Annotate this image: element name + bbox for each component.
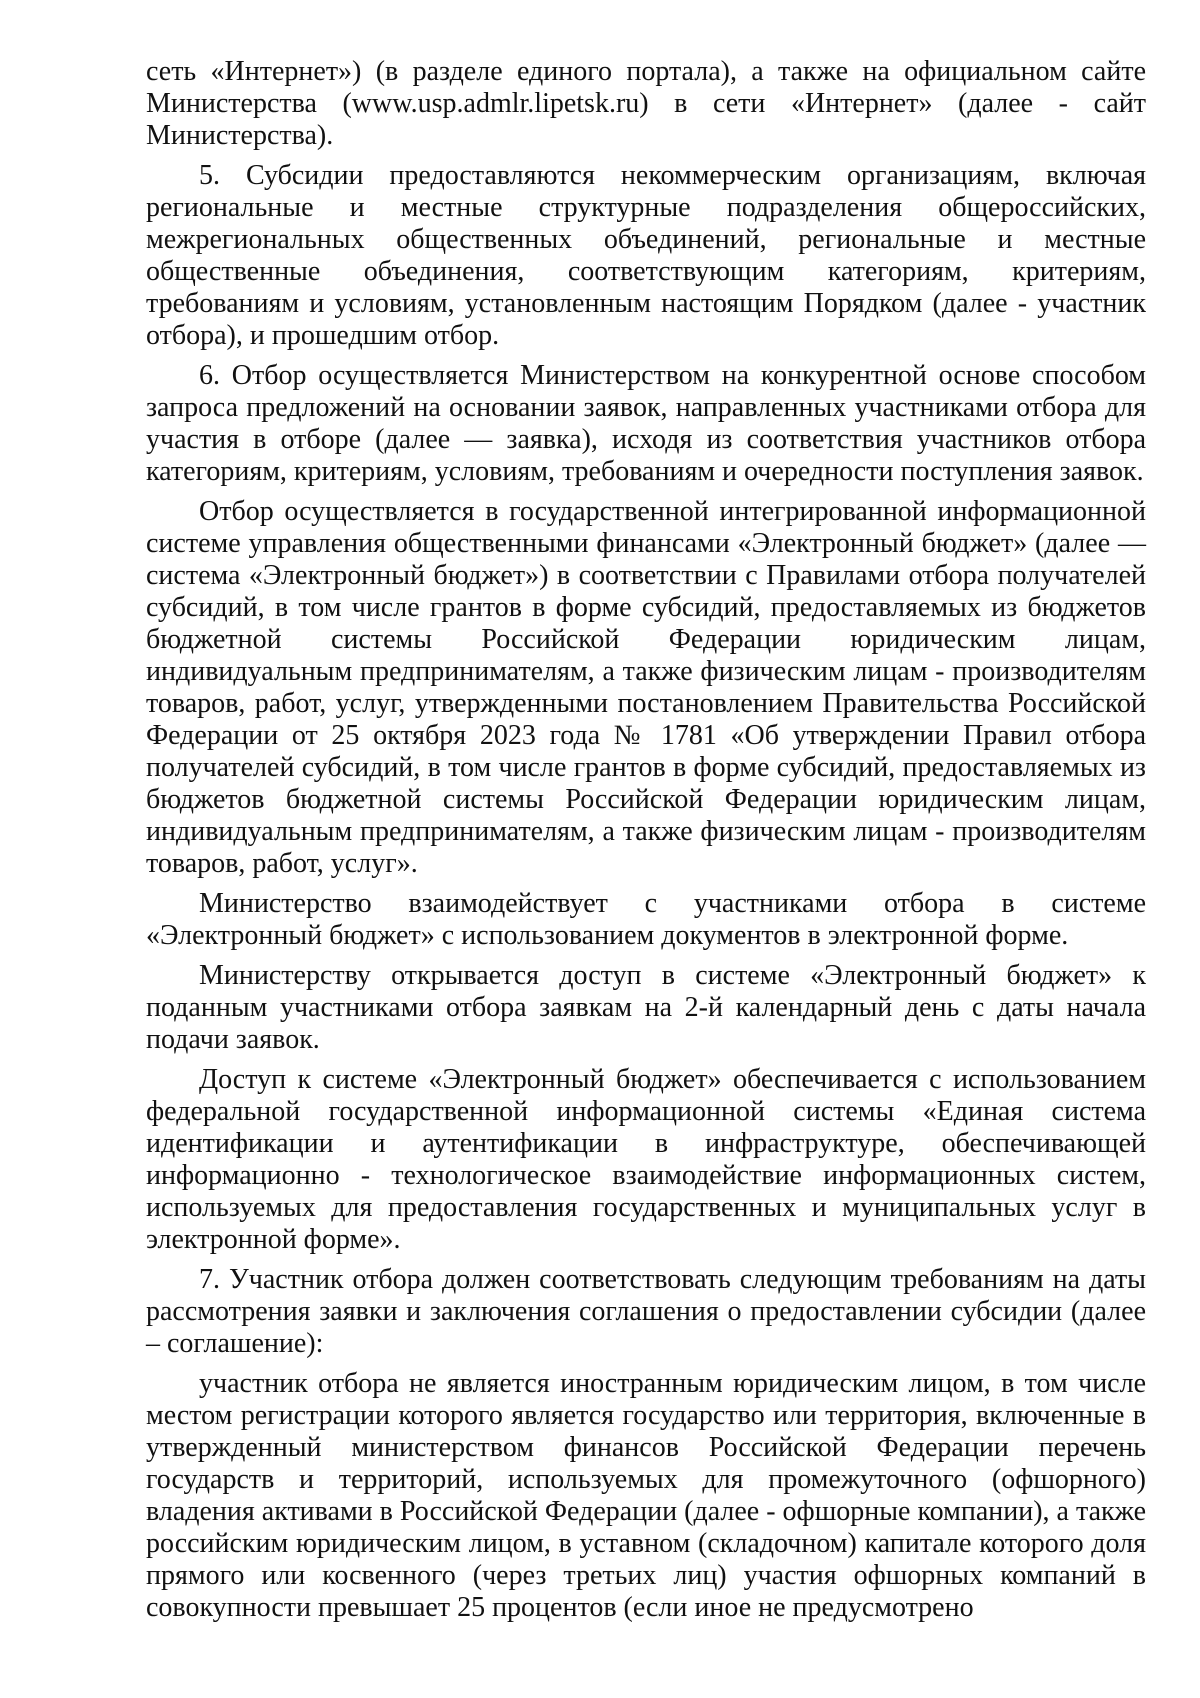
paragraph-item-6-selection: 6. Отбор осуществляется Министерством на конкурентной основе способом запроса предложений на основании заявок, направленных участниками отбора для участия в отборе (далее — заявка), исходя из соответствия участников отбора категориям, критериям, условиям, требованиям и очередности поступления заявок. [146, 360, 1146, 487]
paragraph-offshore-requirement: участник отбора не является иностранным юридическим лицом, в том числе местом регистрации которого является государство или территория, включенные в утвержденный министерством финансов Российской Федерации перечень государств и территорий, используемых для промежуточного (офшорного) владения активами в Российской Федерации (далее - офшорные компании), а также российским юридическим лицом, в уставном (складочном) капитале которого доля прямого или косвенного (через третьих лиц) участия офшорных компаний в совокупности превышает 25 процентов (если иное не предусмотрено [146, 1368, 1146, 1623]
paragraph-ministry-interaction: Министерство взаимодействует с участниками отбора в системе «Электронный бюджет» с использованием документов в электронной форме. [146, 888, 1146, 951]
paragraph-item-7-requirements: 7. Участник отбора должен соответствовать следующим требованиям на даты рассмотрения заявки и заключения соглашения о предоставлении субсидии (далее – соглашение): [146, 1264, 1146, 1359]
paragraph-electronic-budget-system: Отбор осуществляется в государственной интегрированной информационной системе управления общественными финансами «Электронный бюджет» (далее — система «Электронный бюджет») в соответствии с Правилами отбора получателей субсидий, в том числе грантов в форме субсидий, предоставляемых из бюджетов бюджетной системы Российской Федерации юридическим лицам, индивидуальным предпринимателям, а также физическим лицам - производителям товаров, работ, услуг, утвержденными постановлением Правительства Российской Федерации от 25 октября 2023 года № 1781 «Об утверждении Правил отбора получателей субсидий, в том числе грантов в форме субсидий, предоставляемых из бюджетов бюджетной системы Российской Федерации юридическим лицам, индивидуальным предпринимателям, а также физическим лицам - производителям товаров, работ, услуг». [146, 496, 1146, 879]
paragraph-item-5-subsidies: 5. Субсидии предоставляются некоммерческим организациям, включая региональные и местные структурные подразделения общероссийских, межрегиональных общественных объединений, региональные и местные общественные объединения, соответствующим категориям, критериям, требованиям и условиям, установленным настоящим Порядком (далее - участник отбора), и прошедшим отбор. [146, 160, 1146, 351]
paragraph-continuation-internet: сеть «Интернет») (в разделе единого портала), а также на официальном сайте Министерства (www.usp.admlr.lipetsk.ru) в сети «Интернет» (далее - сайт Министерства). [146, 56, 1146, 151]
paragraph-system-access: Доступ к системе «Электронный бюджет» обеспечивается с использованием федеральной государственной информационной системы «Единая система идентификации и аутентификации в инфраструктуре, обеспечивающей информационно - технологическое взаимодействие информационных систем, используемых для предоставления государственных и муниципальных услуг в электронной форме». [146, 1064, 1146, 1255]
document-page [146, 56, 1146, 1632]
paragraph-ministry-access: Министерству открывается доступ в системе «Электронный бюджет» к поданным участниками отбора заявкам на 2-й календарный день с даты начала подачи заявок. [146, 960, 1146, 1055]
